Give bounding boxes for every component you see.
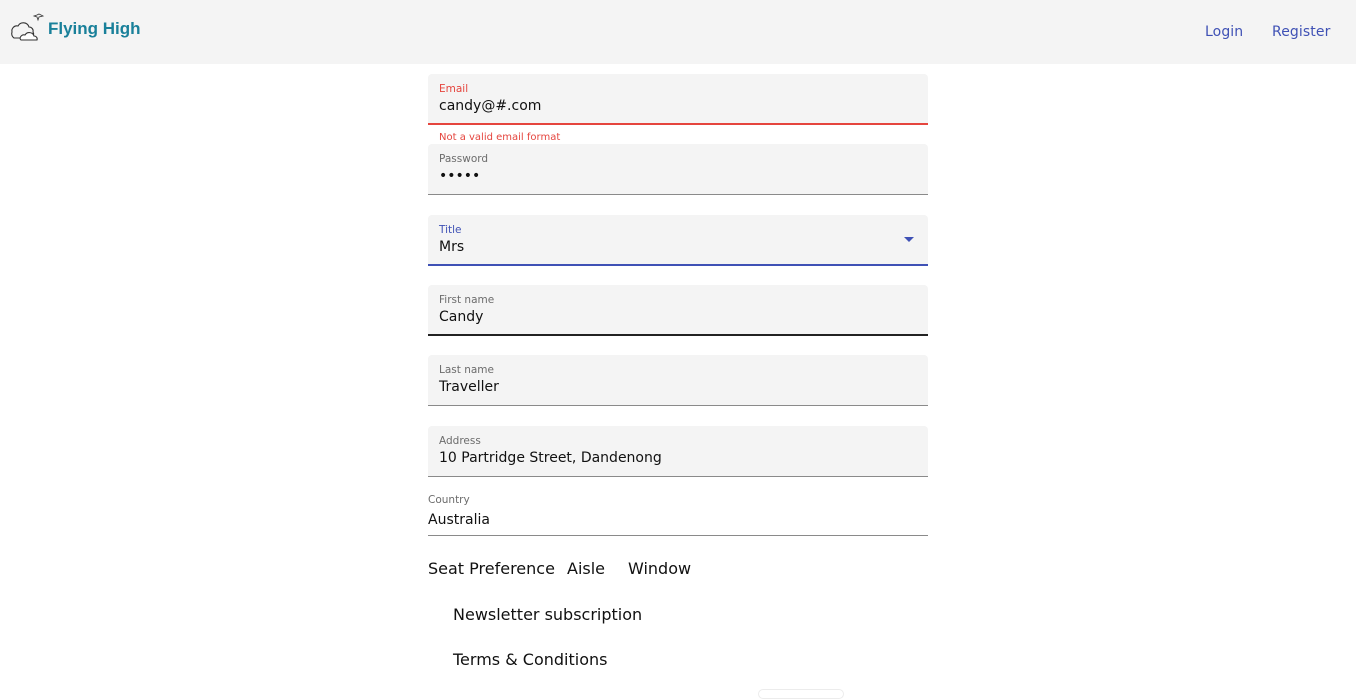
newsletter-checkbox[interactable]: Newsletter subscription [453, 605, 643, 624]
first-name-field[interactable] [428, 285, 928, 336]
seat-preference-label: Seat Preference [428, 559, 555, 578]
password-label: Password [439, 153, 489, 165]
cloud-plane-logo-icon [6, 10, 46, 44]
last-name-field[interactable] [428, 355, 928, 406]
country-field[interactable] [428, 494, 928, 536]
address-field[interactable] [428, 426, 928, 477]
country-input[interactable]: Australia [428, 512, 490, 528]
country-label: Country [428, 494, 470, 506]
title-value[interactable]: Mrs [439, 239, 465, 255]
password-field[interactable] [428, 144, 928, 195]
password-input[interactable]: ••••• [439, 168, 481, 184]
address-input[interactable]: 10 Partridge Street, Dandenong [439, 450, 662, 466]
email-field[interactable] [428, 74, 928, 125]
register-link[interactable]: Register [1272, 24, 1331, 40]
seat-option-window[interactable]: Window [628, 559, 692, 578]
title-label: Title [439, 224, 462, 236]
email-error-message: Not a valid email format [439, 132, 561, 143]
top-toolbar [0, 0, 1356, 64]
first-name-label: First name [439, 294, 495, 306]
seat-option-aisle[interactable]: Aisle [567, 559, 606, 578]
first-name-input[interactable]: Candy [439, 309, 484, 325]
brand-logo[interactable] [6, 10, 146, 44]
logo-text: Flying High [48, 19, 141, 38]
email-label: Email [439, 83, 469, 95]
terms-checkbox[interactable]: Terms & Conditions [453, 650, 608, 669]
dropdown-arrow-icon[interactable] [904, 237, 914, 242]
submit-button[interactable] [758, 689, 844, 699]
title-select[interactable] [428, 215, 928, 266]
address-label: Address [439, 435, 481, 447]
email-input[interactable]: candy@#.com [439, 98, 542, 114]
login-link[interactable]: Login [1205, 24, 1244, 40]
last-name-input[interactable]: Traveller [439, 379, 499, 395]
last-name-label: Last name [439, 364, 494, 376]
